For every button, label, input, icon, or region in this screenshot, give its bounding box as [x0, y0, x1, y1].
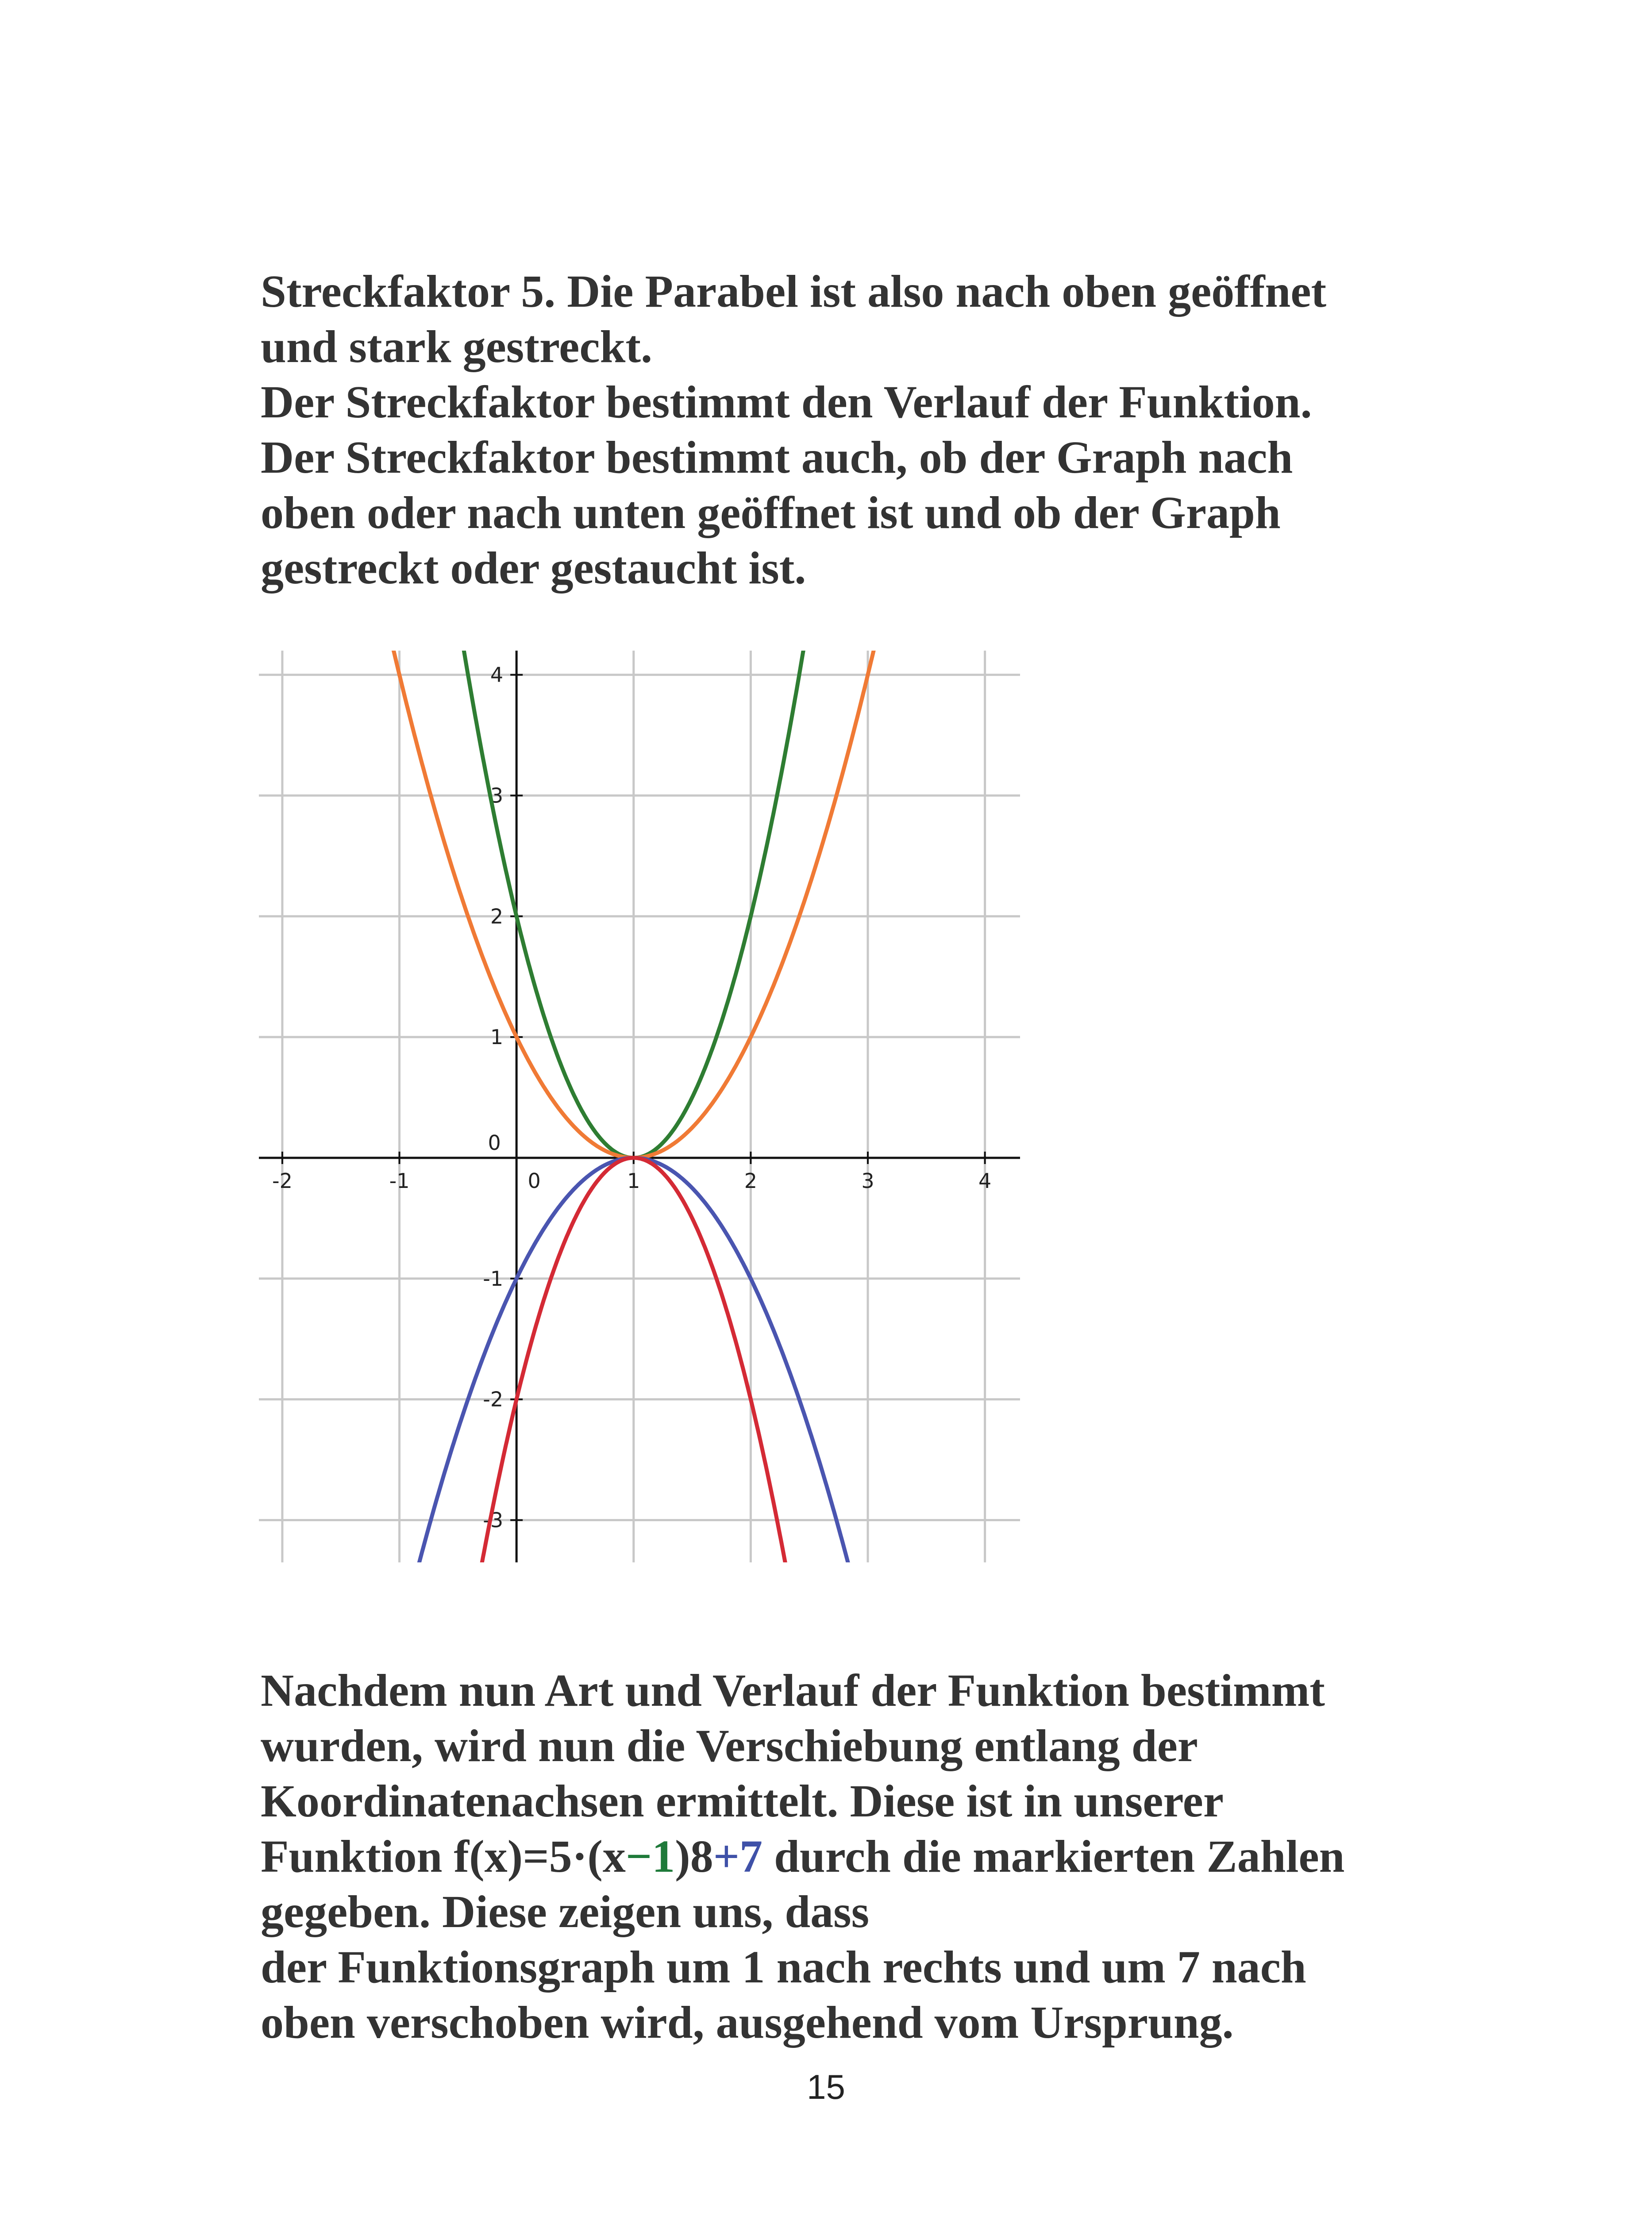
y-tick-label: 3: [490, 783, 504, 808]
axes: [259, 651, 1020, 1562]
text-line: Koordinatenachsen ermittelt. Diese ist in unserer: [261, 1776, 1224, 1827]
y-tick-label: -1: [483, 1266, 504, 1291]
text-line: gegeben. Diese zeigen uns, dass: [261, 1886, 870, 1937]
y-tick-label: 4: [490, 663, 504, 687]
text-line: der Funktionsgraph um 1 nach rechts und um 7 nach: [261, 1942, 1306, 1993]
function-text: durch die markierten Zahlen: [762, 1831, 1345, 1882]
x-tick-label: 1: [627, 1168, 640, 1193]
text-line: Der Streckfaktor bestimmt auch, ob der Graph nach: [261, 432, 1293, 483]
y-tick-label: 1: [490, 1025, 504, 1049]
text-line: wurden, wird nun die Verschiebung entlang der: [261, 1720, 1198, 1771]
text-line: und stark gestreckt.: [261, 321, 652, 372]
highlight-shift-y: +7: [713, 1831, 763, 1882]
text-line: Nachdem nun Art und Verlauf der Funktion bestimmt: [261, 1665, 1325, 1716]
y-tick-label: 0: [488, 1130, 501, 1155]
paragraph-top: [261, 264, 1456, 596]
tick-labels: [272, 663, 991, 1532]
y-tick-label: -2: [483, 1387, 504, 1411]
x-tick-label: 2: [744, 1168, 758, 1193]
text-line: oben oder nach unten geöffnet ist und ob der Graph: [261, 487, 1281, 538]
function-text: )8: [675, 1831, 713, 1882]
x-tick-label: 4: [978, 1168, 992, 1193]
x-tick-label: -2: [272, 1168, 293, 1193]
y-tick-label: 2: [490, 904, 504, 929]
x-tick-label: 3: [861, 1168, 874, 1193]
text-line: oben verschoben wird, ausgehend vom Ursprung.: [261, 1997, 1234, 2048]
text-line: Der Streckfaktor bestimmt den Verlauf der Funktion.: [261, 377, 1312, 428]
text-line: Streckfaktor 5. Die Parabel ist also nach oben geöffnet: [261, 266, 1327, 317]
paragraph-bottom: [261, 1663, 1456, 2050]
page-number: 15: [807, 2067, 845, 2106]
function-line: [261, 1829, 1456, 1884]
grid-lines: [259, 651, 1020, 1562]
highlight-shift-x: −1: [625, 1831, 675, 1882]
text-line: gestreckt oder gestaucht ist.: [261, 543, 806, 594]
y-tick-label: -3: [483, 1508, 504, 1532]
function-text: Funktion f(x)=5·(x: [261, 1831, 626, 1882]
x-tick-label: 0: [528, 1168, 541, 1193]
x-tick-label: -1: [389, 1168, 410, 1193]
parabola-graph: [259, 651, 1020, 1562]
